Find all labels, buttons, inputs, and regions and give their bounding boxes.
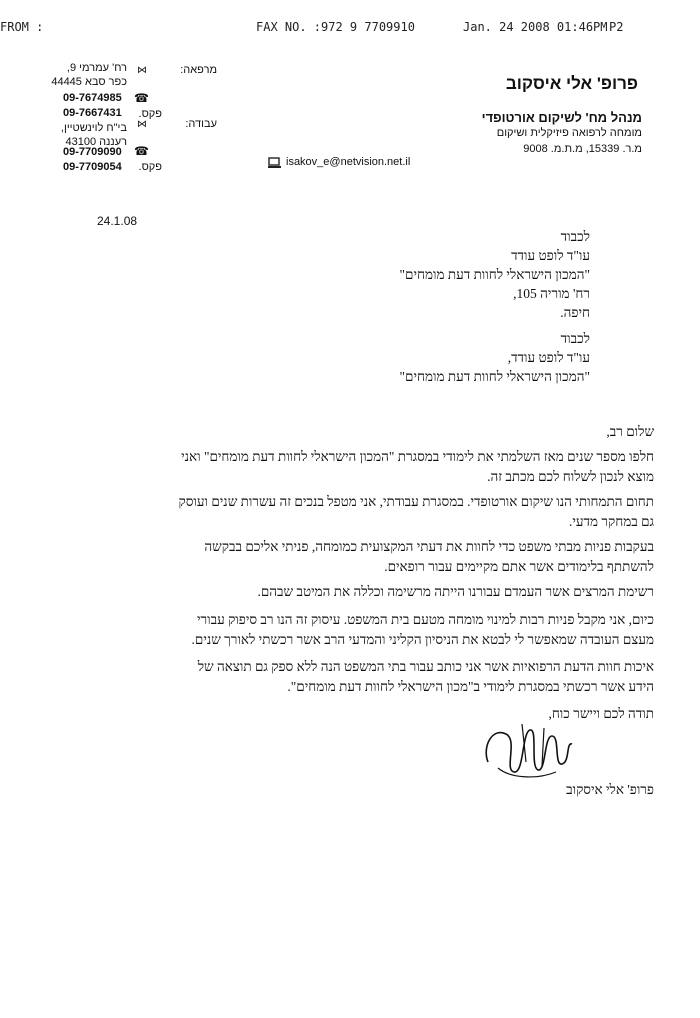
paragraph-line: כיום, אני מקבל פניות רבות למינוי מומחה מטעם בית המשפט. עיסוק זה הנו רב סיפוק עבורי	[196, 612, 654, 627]
recipient-line: "המכון הישראלי לחוות דעת מומחים"	[399, 267, 590, 282]
paragraph-4	[44, 582, 654, 602]
clinic-label: מרפאה:	[180, 64, 217, 76]
closing-text: תודה לכם ויישר כוח,	[548, 706, 654, 721]
fax-datetime: Jan. 24 2008 01:46PM	[463, 20, 608, 34]
clinic-city: כפר סבא 44445	[51, 76, 127, 88]
paragraph-line: מעצם העובדה שמאפשר לי לבטא את הניסיון הקליני והמדעי הרב אשר רכשתי לאורך שנים.	[191, 631, 654, 647]
clinic-street: רח' עמרמי 9,	[66, 62, 127, 74]
paragraph-5	[44, 610, 654, 649]
envelope-icon: ⋈	[137, 119, 147, 130]
fax-number: FAX NO. :972 9 7709910	[256, 20, 415, 34]
paragraph-line: מוצא לנכון לשלוח לכם מכתב זה.	[487, 468, 654, 484]
recipient-line: רח' מוריה 105,	[513, 286, 590, 301]
fax-page: P2	[609, 20, 624, 34]
clinic-phone: 09-7674985	[63, 92, 122, 104]
letterhead-name: פרופ' אלי איסקוב	[505, 74, 638, 93]
work-fax-label: פקס.	[138, 161, 162, 173]
work-phone: 09-7709090	[63, 146, 122, 158]
recipient-line: לכבוד	[560, 229, 590, 244]
work-address	[61, 121, 127, 149]
computer-icon	[268, 156, 281, 167]
clinic-fax-label: פקס.	[138, 108, 162, 120]
signature-name-block	[44, 780, 654, 800]
phone-icon: ☎	[134, 91, 149, 105]
paragraph-2	[44, 492, 654, 531]
paragraph-3	[44, 537, 654, 576]
paragraph-line: רשימת המרצים אשר העמדם עבורנו הייתה מרשימה וכללה את המיטב שבהם.	[257, 584, 654, 599]
recipient-block-2	[400, 329, 590, 386]
work-address-line-2: רעננה 43100	[65, 136, 127, 148]
clinic-address	[51, 61, 127, 89]
letterhead-specialty: מומחה לרפואה פיזיקלית ושיקום	[496, 127, 642, 139]
recipient-block-1	[400, 227, 590, 322]
work-label: עבודה:	[185, 118, 217, 130]
greeting-text: שלום רב,	[606, 424, 654, 439]
paragraph-line: גם במחקר מדעי.	[568, 513, 654, 529]
paragraph-6	[44, 657, 654, 696]
recipient-line: עו"ד לופט עודד	[511, 248, 590, 263]
closing	[44, 704, 654, 724]
work-address-line-1: בי"ח לוינשטיין,	[60, 122, 127, 134]
paragraph-line: איכות חוות הדעת הרפואיות אשר אני כותב עבור בתי המשפט הנה ללא ספק גם תוצאה של	[197, 659, 654, 674]
recipient-line: חיפה.	[560, 305, 590, 320]
clinic-fax: 09-7667431	[63, 107, 122, 119]
recipient-line: לכבוד	[560, 331, 590, 346]
paragraph-line: חלפו מספר שנים מאז השלמתי את לימודי במסגרת "המכון הישראלי לחוות דעת מומחים" ואני	[181, 449, 654, 464]
work-fax: 09-7709054	[63, 161, 122, 173]
paragraph-line: בעקבות פניות מבתי משפט כדי לחוות את דעתי המקצועית כמומחה, פניתי אליכם בבקשה	[204, 539, 654, 554]
letterhead-license: מ.ר. 15339, מ.ת.מ. 9008	[523, 143, 642, 155]
paragraph-1	[44, 447, 654, 486]
envelope-icon: ⋈	[137, 65, 147, 76]
phone-icon: ☎	[134, 144, 149, 158]
greeting	[44, 422, 654, 442]
recipient-line: עו"ד לופט עודד,	[507, 350, 590, 365]
paragraph-line: להשתתף בלימודים אשר אתם מקיימים עבור רופאים.	[384, 558, 654, 574]
paragraph-line: תחום התמחותי הנו שיקום אורטופדי. במסגרת עבודתי, אני מטפל בנכים זה עשרות שנים ועוסק	[178, 494, 654, 509]
recipient-line: "המכון הישראלי לחוות דעת מומחים"	[399, 369, 590, 384]
fax-from: FROM :	[0, 20, 44, 34]
signature-name: פרופ' אלי איסקוב	[566, 782, 654, 797]
letterhead-title: מנהל מח' לשיקום אורטופדי	[481, 110, 642, 125]
email-address: isakov_e@netvision.net.il	[286, 156, 411, 168]
letter-date: 24.1.08	[97, 214, 138, 228]
paragraph-line: הידע אשר רכשתי במסגרת לימודי ב"מכון הישראלי לחוות דעת מומחים".	[287, 678, 654, 694]
signature	[478, 722, 578, 787]
